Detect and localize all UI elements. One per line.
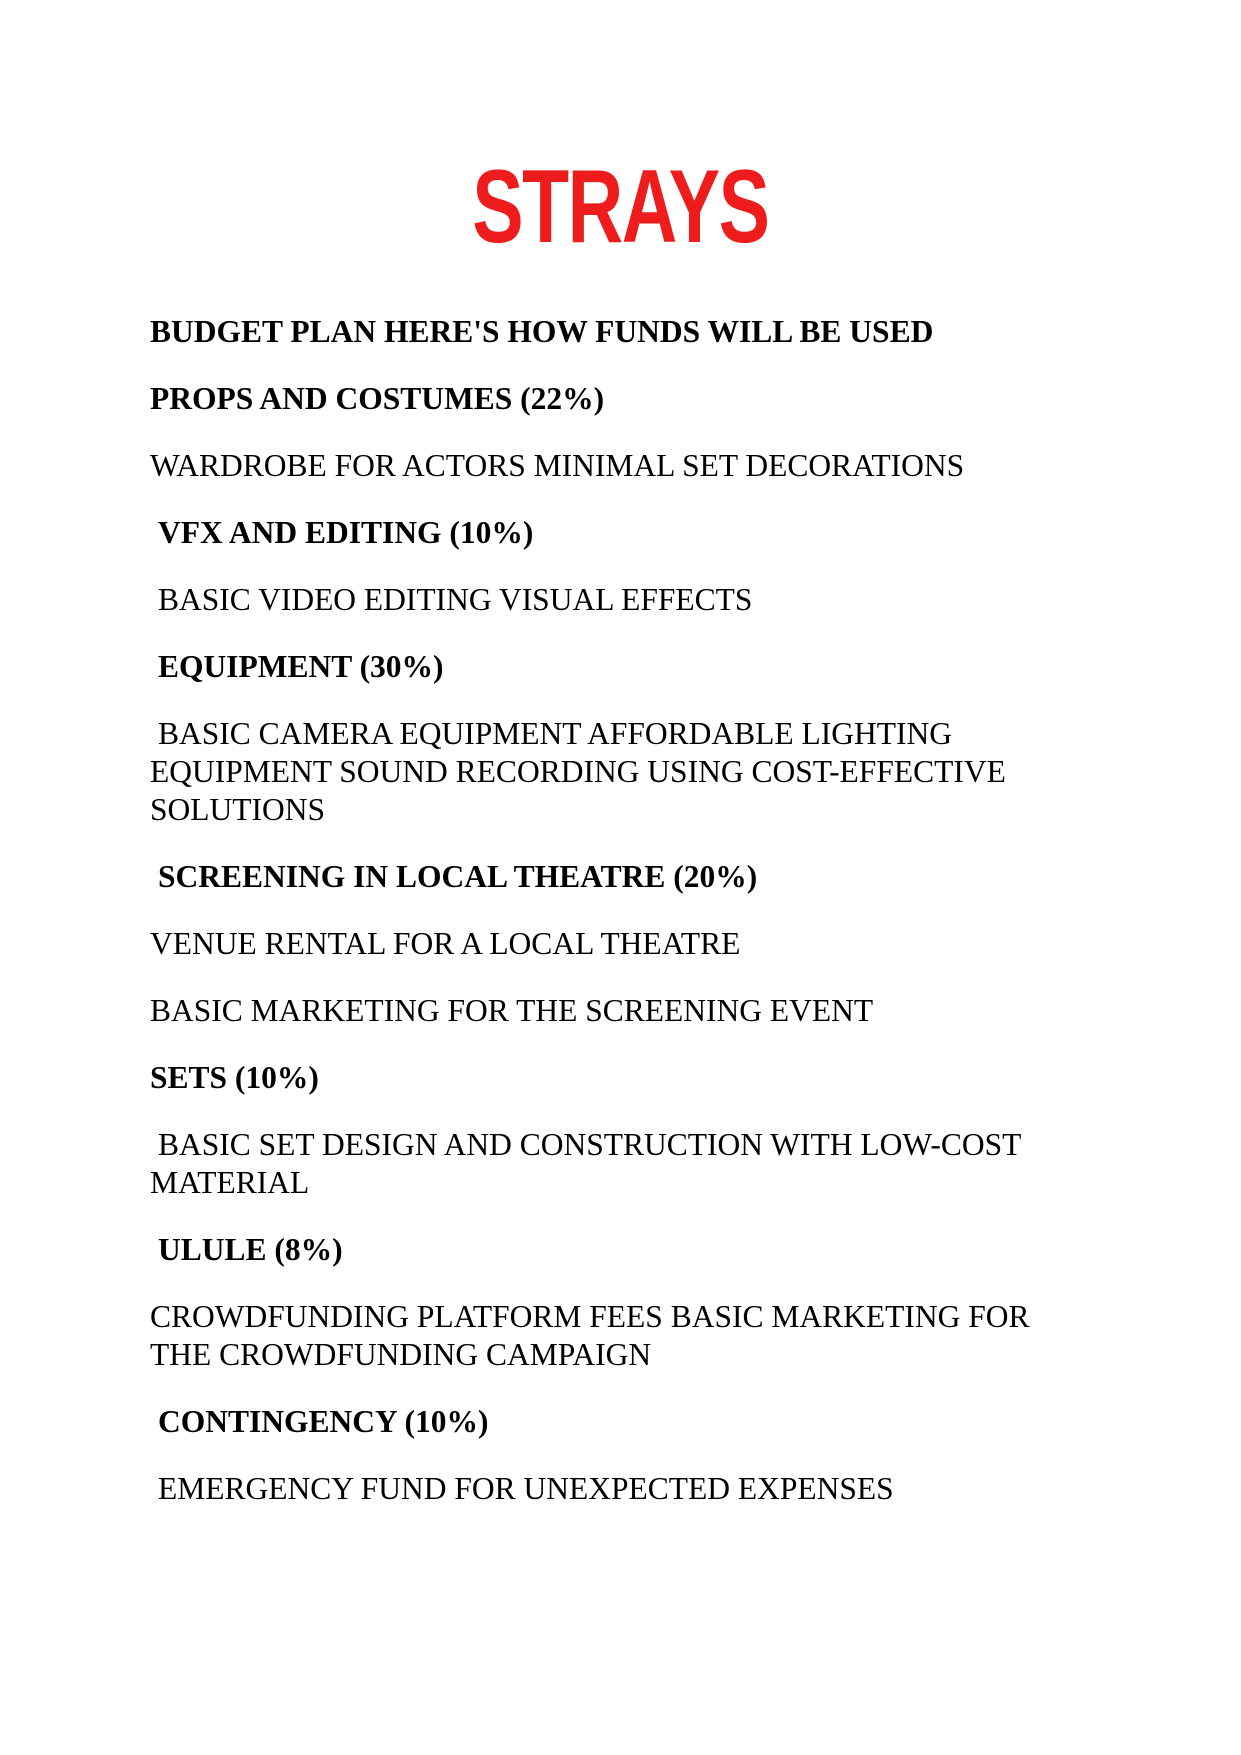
section-label-ulule: ULULE (8%) [158,1232,343,1267]
section-label-contingency: CONTINGENCY (10%) [158,1404,489,1439]
section-text-equipment-2: EQUIPMENT SOUND RECORDING USING COST-EFFECTIVE [150,754,1006,789]
section-text-sets-2: MATERIAL [150,1165,310,1200]
section-text-equipment-1: BASIC CAMERA EQUIPMENT AFFORDABLE LIGHTING [158,716,952,751]
section-text-screening-1: VENUE RENTAL FOR A LOCAL THEATRE [150,926,741,961]
document-title: STRAYS [472,149,769,265]
section-label-equipment: EQUIPMENT (30%) [158,649,444,684]
section-label-screening: SCREENING IN LOCAL THEATRE (20%) [158,859,758,894]
section-text-ulule-2: THE CROWDFUNDING CAMPAIGN [150,1337,652,1372]
section-label-vfx: VFX AND EDITING (10%) [158,515,534,550]
section-text-vfx: BASIC VIDEO EDITING VISUAL EFFECTS [158,582,753,617]
budget-heading: BUDGET PLAN HERE'S HOW FUNDS WILL BE USED [150,314,934,349]
section-text-contingency: EMERGENCY FUND FOR UNEXPECTED EXPENSES [158,1471,894,1506]
section-text-props: WARDROBE FOR ACTORS MINIMAL SET DECORATIONS [150,448,965,483]
section-text-sets-1: BASIC SET DESIGN AND CONSTRUCTION WITH LOW-COST [158,1127,1022,1162]
section-text-ulule-1: CROWDFUNDING PLATFORM FEES BASIC MARKETING FOR [150,1299,1030,1334]
section-label-sets: SETS (10%) [150,1060,319,1095]
section-text-equipment-3: SOLUTIONS [150,792,326,827]
section-text-screening-2: BASIC MARKETING FOR THE SCREENING EVENT [150,993,874,1028]
section-label-props: PROPS AND COSTUMES (22%) [150,381,605,416]
